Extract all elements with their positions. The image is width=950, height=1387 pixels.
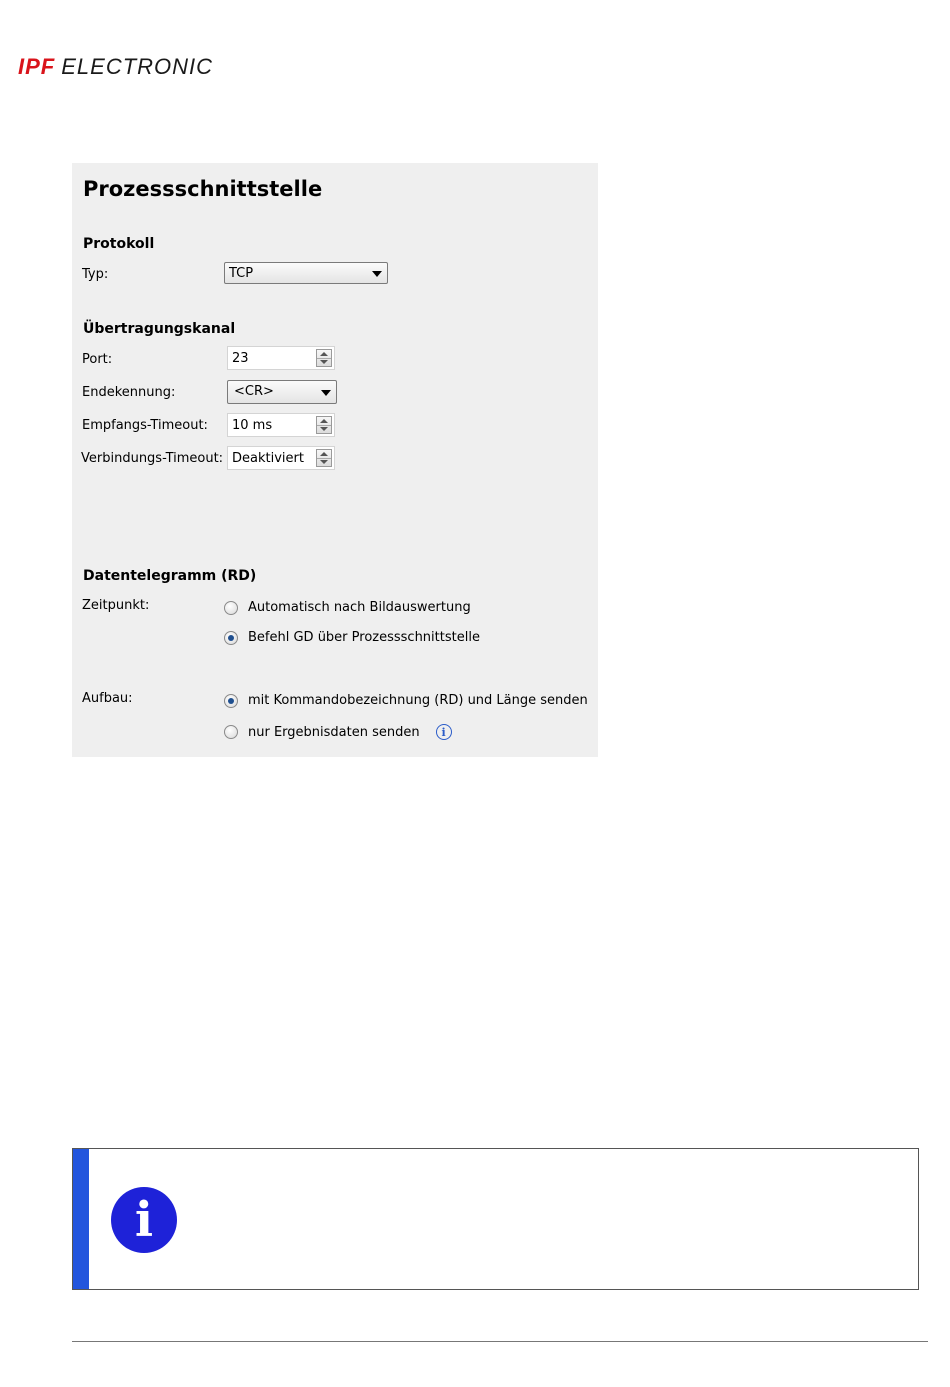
- port-value: 23: [232, 351, 249, 366]
- radio-button[interactable]: [224, 725, 238, 739]
- port-label: Port:: [82, 352, 113, 367]
- info-icon: i: [111, 1187, 177, 1253]
- verbindung-spin-buttons[interactable]: [316, 449, 332, 467]
- spin-up-icon[interactable]: [320, 452, 328, 456]
- aufbau-option-kommando[interactable]: [224, 693, 588, 708]
- radio-label: Automatisch nach Bildauswertung: [248, 600, 471, 615]
- zeitpunkt-option-auto[interactable]: [224, 600, 471, 615]
- page-title: Prozessschnittstelle: [83, 177, 323, 201]
- process-interface-panel: [72, 163, 598, 757]
- typ-label: Typ:: [82, 267, 109, 282]
- zeitpunkt-label: Zeitpunkt:: [82, 598, 150, 613]
- port-stepper[interactable]: [227, 346, 335, 370]
- empfang-timeout-value: 10 ms: [232, 418, 273, 433]
- aufbau-label: Aufbau:: [82, 691, 133, 706]
- endekennung-value: <CR>: [234, 384, 274, 399]
- zeitpunkt-option-befehl[interactable]: [224, 630, 480, 645]
- note-divider: [201, 1149, 202, 1289]
- spin-down-icon[interactable]: [320, 360, 328, 364]
- section-title-kanal: Übertragungskanal: [83, 321, 236, 337]
- spin-down-icon[interactable]: [320, 460, 328, 464]
- info-icon[interactable]: i: [436, 724, 452, 740]
- radio-label: Befehl GD über Prozessschnittstelle: [248, 630, 480, 645]
- empfang-spin-buttons[interactable]: [316, 416, 332, 434]
- port-spin-buttons[interactable]: [316, 349, 332, 367]
- empfang-timeout-label: Empfangs-Timeout:: [82, 418, 208, 433]
- radio-button-checked[interactable]: [224, 631, 238, 645]
- section-title-telegramm: Datentelegramm (RD): [83, 568, 257, 584]
- typ-select[interactable]: [224, 262, 388, 284]
- radio-button[interactable]: [224, 601, 238, 615]
- note-accent-bar: [73, 1149, 89, 1289]
- empfang-timeout-stepper[interactable]: [227, 413, 335, 437]
- logo: [18, 54, 213, 80]
- spin-up-icon[interactable]: [320, 352, 328, 356]
- section-title-protokoll: Protokoll: [83, 236, 155, 252]
- logo-brand-text: ELECTRONIC: [61, 54, 214, 79]
- verbindung-timeout-value: Deaktiviert: [232, 451, 304, 466]
- spin-up-icon[interactable]: [320, 419, 328, 423]
- footer-divider: [72, 1341, 928, 1342]
- verbindung-timeout-stepper[interactable]: [227, 446, 335, 470]
- endekennung-label: Endekennung:: [82, 385, 176, 400]
- verbindung-timeout-label: Verbindungs-Timeout:: [81, 451, 224, 466]
- radio-label: nur Ergebnisdaten senden: [248, 724, 420, 740]
- chevron-down-icon: [372, 271, 382, 277]
- endekennung-select[interactable]: [227, 380, 337, 404]
- aufbau-option-ergebnis[interactable]: [224, 724, 452, 740]
- radio-button-checked[interactable]: [224, 694, 238, 708]
- chevron-down-icon: [321, 390, 331, 396]
- radio-label: mit Kommandobezeichnung (RD) und Länge senden: [248, 693, 588, 708]
- spin-down-icon[interactable]: [320, 427, 328, 431]
- info-note-box: [72, 1148, 919, 1290]
- logo-brand-bold: IPF: [18, 54, 56, 79]
- typ-select-value: TCP: [229, 266, 254, 281]
